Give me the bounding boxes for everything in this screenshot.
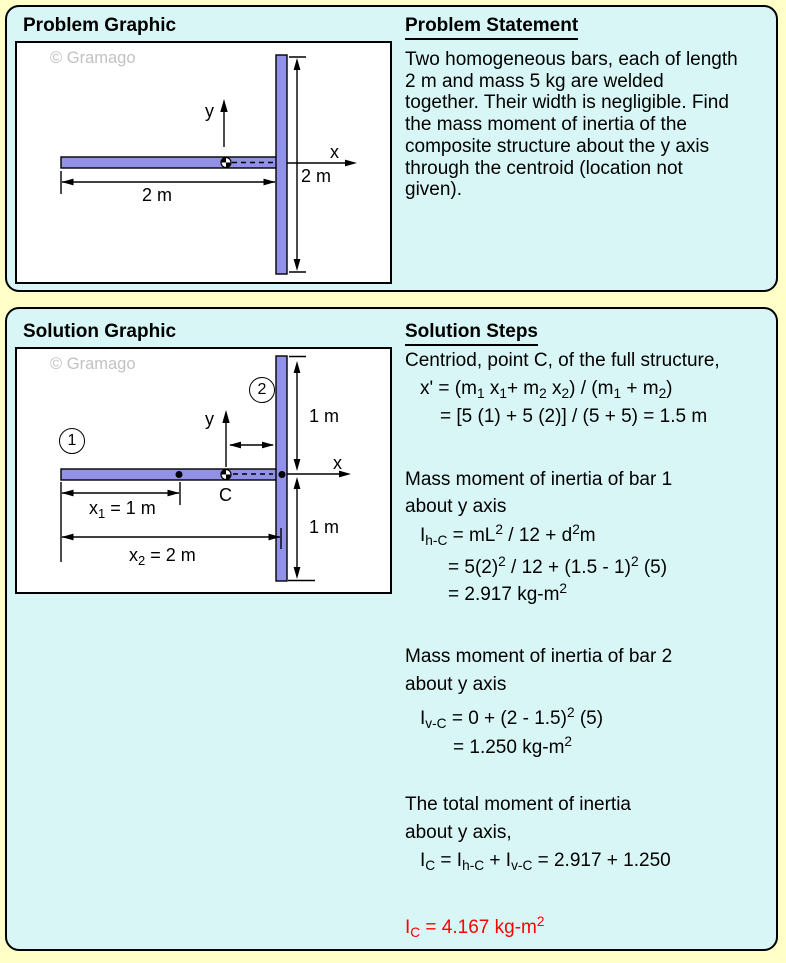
problem-panel — [5, 5, 778, 292]
solution-step-line: $I_{v-C} = 0 + (2 - 1.5)^2$ (5) — [420, 705, 604, 731]
watermark: © Gramago — [50, 49, 136, 67]
dim-arrow-left-icon — [62, 179, 74, 186]
vertical-bar — [276, 55, 287, 274]
solution-graphic-canvas — [15, 347, 392, 594]
solution-step-line: $I_{h-C} = mL^2 / 12 + d^2m$ — [420, 522, 596, 548]
x2-dimension-label: $x_2 = 2$ m — [129, 545, 196, 568]
solution-step-line: = 1.250 $kg-m^2$ — [453, 734, 573, 758]
solution-step-line: Mass moment of inertia of bar 2 — [405, 646, 673, 667]
x1-dimension-label: $x_1 = 1$ m — [89, 498, 156, 521]
x-axis-label: x — [330, 142, 339, 162]
solution-step-line: about y axis — [405, 674, 507, 695]
dim-arrow-down-icon — [294, 259, 301, 271]
x-axis-label: x — [333, 453, 342, 473]
solution-step-line: = 2.917 $kg-m^2$ — [448, 581, 568, 605]
right-dimension-label: 2 m — [301, 166, 332, 186]
dim-arrow-up-icon — [294, 477, 301, 489]
bar1-center-dot — [176, 471, 183, 478]
solution-panel — [5, 307, 778, 951]
bottom-dimension-label: 2 m — [142, 185, 173, 205]
dim-arrow-left-icon — [62, 534, 74, 541]
solution-step-line: $x' = (m_1$ $x_1+ m_2$ $x_2) / (m_1 + m_2)$ — [420, 378, 673, 402]
watermark: © Gramago — [50, 355, 136, 373]
problem-graphic-canvas — [15, 41, 392, 284]
dim-arrow-right-icon — [264, 179, 276, 186]
solution-steps-title: Solution Steps — [405, 321, 538, 346]
solution-step-line: about y axis, — [405, 822, 512, 843]
dim-arrow-left-icon — [62, 490, 74, 497]
dim-arrow-down-icon — [294, 459, 301, 471]
solution-step-line: $I_C = I_{h-C} + I_{v-C} = 2.917 + 1.250$ — [420, 850, 671, 874]
dim-arrow-down-icon — [294, 567, 301, 579]
bar2-center-dot — [279, 471, 286, 478]
upper-dimension-label: 1 m — [309, 406, 340, 426]
problem-graphic-title: Problem Graphic — [23, 15, 177, 36]
solution-step-line: Mass moment of inertia of bar 1 — [405, 469, 673, 490]
dim-arrow-left-icon — [229, 442, 241, 449]
solution-step-line: = [5 (1) + 5 (2)] / (5 + 5) = 1.5 m — [440, 406, 708, 427]
problem-statement-text: Two homogeneous bars, each of length 2 m and mass 5 kg are welded together. Their width is negligible. Find the mass moment of inertia of the composite structure about the y axis through the centroid (location not given). — [405, 49, 738, 201]
dim-arrow-up-icon — [294, 58, 301, 70]
dim-arrow-right-icon — [168, 490, 180, 497]
y-axis-arrow-icon — [222, 410, 229, 423]
solution-step-line: = $5(2)^2 / 12 + (1.5 - 1)^2$ (5) — [448, 554, 668, 578]
dim-arrow-up-icon — [294, 361, 301, 373]
bar2-number-badge: 2 — [249, 377, 275, 403]
solution-step-line: about y axis — [405, 496, 507, 517]
centroid-label: C — [219, 485, 232, 505]
x-axis-arrow-icon — [345, 160, 357, 167]
solution-result: $I_C = 4.167$ $kg-m^2$ — [405, 914, 545, 940]
y-axis-label: y — [205, 101, 214, 121]
lower-dimension-label: 1 m — [309, 517, 340, 537]
solution-step-line: Centriod, point C, of the full structure, — [405, 350, 720, 371]
solution-step-line: The total moment of inertia — [405, 794, 631, 815]
bar1-number-badge: 1 — [59, 428, 85, 454]
y-axis-label: y — [205, 409, 214, 429]
solution-graphic-title: Solution Graphic — [23, 321, 177, 342]
problem-statement-title: Problem Statement — [405, 15, 578, 40]
y-axis-arrow-icon — [220, 99, 227, 112]
dim-arrow-right-icon — [262, 442, 274, 449]
